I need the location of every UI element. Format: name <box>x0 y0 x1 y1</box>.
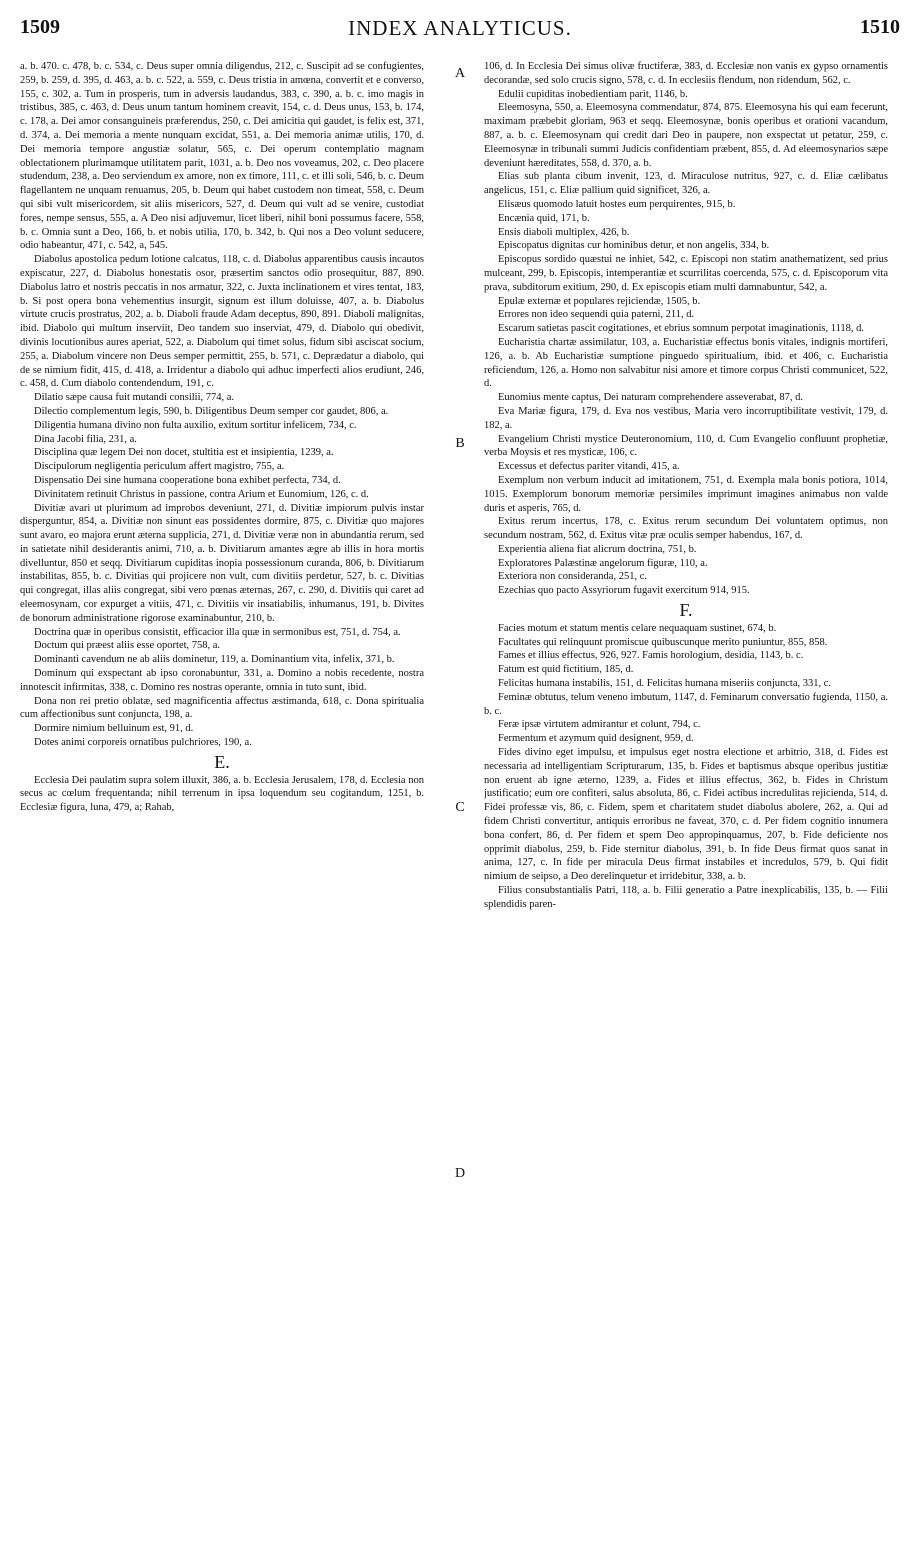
index-entry: Filius consubstantialis Patri, 118, a. b. Filii generatio a Patre inexplicabilis, 135, b. — Filii splendidis paren- <box>484 885 888 910</box>
index-entry: Dormire nimium belluinum est, 91, d. <box>34 723 194 735</box>
index-entry: Epulæ externæ et populares rejiciendæ, 1505, b. <box>498 295 701 307</box>
index-entry: Eleemosyna, 550, a. Eleemosyna commendatur, 874, 875. Eleemosyna his qui eam fecerunt, maximam præbebit gloriam, 963 et seqq. Eleemosynæ, bonis operibus et orationi vacandum, 887, a. b. c. Eleemosynam qui credit dari Deo in paupere, non exspectat ut petatur, 259, c. Eleemosynæ in tribunali summi Judicis confidentiam præbent, 855, d. Ad eleemosynarios sæpe deveniunt hæreditates, 558, d. 370, a. b. <box>484 102 888 169</box>
index-entry: Dotes animi corporeis ornatibus pulchriores, 190, a. <box>34 737 252 749</box>
section-letter: E. <box>214 751 230 772</box>
index-entry: Feminæ obtutus, telum veneno imbutum, 1147, d. Feminarum conversatio fugienda, 1150, a. b. c. <box>484 691 888 717</box>
index-entry: 106, d. In Ecclesia Dei simus olivæ fructiferæ, 383, d. Ecclesiæ non vanis ex gypso ornamentis decorandæ, sed solo crucis signo, 578, c. d. In ecclesiis flendum, non ridendum, 562, c. <box>484 61 888 86</box>
index-entry: Dilectio complementum legis, 590, b. Diligentibus Deum semper cor gaudet, 806, a. <box>34 405 389 417</box>
index-entry: Felicitas humana instabilis, 151, d. Felicitas humana miseriis conjuncta, 331, c. <box>498 678 832 690</box>
index-entry: Ecclesia Dei paulatim supra solem illuxit, 386, a. b. Ecclesia Jerusalem, 178, d. Ecclesia non secus ac cœlum frequentanda; nihil terrenum in ipsa loquendum seu cogitandum, 1251, b. Ecclesiæ figura, luna, 479, a; Rahab, <box>20 774 424 814</box>
index-entry: Dona non rei pretio oblatæ, sed magnificentia affectus æstimanda, 618, c. Dona spiritualia cum affectionibus sunt conjuncta, 198, a. <box>20 695 424 721</box>
index-entry: Discipulorum negligentia periculum affert magistro, 755, a. <box>34 461 285 473</box>
index-entry: Dispensatio Dei sine humana cooperatione bona exhibet perfecta, 734, d. <box>34 474 341 486</box>
index-entry: Evangelium Christi mystice Deuteronomium, 110, d. Cum Evangelio confluunt prophetiæ, verba Moysis et res mysticæ, 106, c. <box>484 433 888 459</box>
index-entry: Doctrina quæ in operibus consistit, efficacior illa quæ in sermonibus est, 751, d. 754, a. <box>34 626 401 638</box>
index-entry: Diabolus apostolica pedum lotione calcatus, 118, c. d. Diabolus apparentibus causis incautos expiscatur, 227, d. Diabolus honestatis osor, præsertim sanctos odio prosequitur, 887, 890. Diabolus latro et nostris peccatis in nos armatur, 322, c. Juxta inclinationem et vires tentat, 183, b. Si post opera bona vehementius insurgit, signum est illum doluisse, 407, a. b. Diabolus virtute crucis prostratus, 202, a. b. Diaboli fraude Adam deceptus, 890, 891. Diaboli malignitas, ibid. Diabolo qui multum inserviit, Deo tandem suo inserviat, 479, d. Diabolo qui obedivit, divinis locutionibus aures aperiat, 522, a. Diabolum qui timet solus, fidum sibi asciscat socium, 255, a. Diabolum vincere non Deus semper permittit, 255, b. 571, c. Deprædatur a diabolo, qui de se nimium fidit, 415, d. 418, a. Irridentur a diabolo qui adhuc imperfecti alios erudiunt, 246, c. 458, d. Cum diabolo contendendum, 191, c. <box>20 254 424 390</box>
index-entry: Elisæus quomodo latuit hostes eum perquirentes, 915, b. <box>498 198 736 210</box>
margin-letter-b: B <box>455 436 465 451</box>
index-entry: Dilatio sæpe causa fuit mutandi consilii, 774, a. <box>34 392 235 404</box>
index-entry: Exploratores Palæstinæ angelorum figuræ, 110, a. <box>498 557 708 569</box>
index-entry: Ezechias quo pacto Assyriorum fugavit exercitum 914, 915. <box>498 585 750 597</box>
index-entry: Edulii cupiditas inobedientiam parit, 1146, b. <box>498 88 688 100</box>
index-entry: Dina Jacobi filia, 231, a. <box>34 433 137 445</box>
margin-letter-d: D <box>454 1166 466 1181</box>
index-entry: Facultates qui relinquunt promiscue quibuscunque merito puniuntur, 855, 858. <box>498 636 828 648</box>
index-entry: Encænia quid, 171, b. <box>498 212 590 224</box>
index-entry: Eva Mariæ figura, 179, d. Eva nos vestibus, Maria vero incorruptibilitate vestivit, 179, d. 182, a. <box>484 405 888 431</box>
index-entry: Episcopus sordido quæstui ne inhiet, 542, c. Episcopi non statim anathematizent, sed prius mulceant, 299, b. Episcopis, intemperantiæ et scurrilitas coercenda, 575, c. d. Episcoporum vita prava, subditorum exitium, 290, d. Ex episcopis etiam multi damnabuntur, 542, a. <box>484 254 888 293</box>
index-entry: Eunomius mente captus, Dei naturam comprehendere asseverabat, 87, d. <box>498 392 803 404</box>
index-entry: Fermentum et azymum quid designent, 959, d. <box>498 733 694 745</box>
margin-letter-a: A <box>454 66 466 81</box>
index-entry: Dominum qui exspectant ab ipso coronabuntur, 331, a. Domino a nobis recedente, nostra innotescit infirmitas, 338, c. Domino res nostras operante, omnia in tuto sunt, ibid. <box>20 668 424 693</box>
right-column <box>484 60 888 1535</box>
index-entry: Episcopatus dignitas cur hominibus detur, et non angelis, 334, b. <box>498 240 770 252</box>
index-entry: Exemplum non verbum inducit ad imitationem, 751, d. Exempla mala bonis potiora, 1014, 1015. Exemplorum bonorum memoriæ persimiles imprimunt imagines animabus non valde duris et asperis, 765, d. <box>484 474 888 514</box>
index-entry: Exitus rerum incertus, 178, c. Exitus rerum secundum Dei voluntatem optimus, non secundum nostram, 562, d. Exitus vitæ præ oculis semper habendus, 167, d. <box>484 516 888 542</box>
index-entry: Doctum qui præest aliis esse oportet, 758, a. <box>34 640 221 652</box>
index-entry: a. b. 470. c. 478, b. c. 534, c. Deus super omnia diligendus, 212, c. Suscipit ad se confugientes, 259, b. 259, d. 395, d. 463, a. b. c. 522, a. 559, c. Deus tristia in amœna, convertit et e converso, 155, c. 302, a. Tum in prosperis, tum in adversis laudandus, 383, c. 390, a. b. c. imo magis in tristibus, 385, c. 463, d. Deus unum tantum hominem creavit, 154, c. d. Deus unus, 153, b. 174, c. 178, a. Dei amor consanguineis præferendus, 250, c. Dei amicitia qui gaudet, is felix est, 371, d. 374, a. Dei memoria a mente nunquam excidat, 551, a. Dei memoria animæ utilis, 170, d. Dei memoria tempore angustiæ solatur, 565, c. Dei operum contemplatio magnam oblectationem plurimamque utilitatem parit, 1031, a. b. Deo nos voveamus, 202, c. Deo placere studendum, 238, a. Deo serviendum ex amore, non ex timore, 111, c. et illi soli, 546, b. c. Deum flagellantem ne unquam renuamus, 205, b. Deum qui habet custodem non timeat, 558, c. Deum qui sibi vult misericordem, sit aliis misericors, 527, d. Deum qui vult ad se venire, custodiat fores, nempe sensus, 555, a. A Deo nisi adjuvemur, licet liberi, nihil boni possumus facere, 558, b. c. Omnia sunt a Deo, 166, b. et nobis utilia, 170, b. 342, b. Qui nos a Deo volunt seducere, odio habeantur, 471, c. 542, a, 545. <box>20 61 424 252</box>
index-entry: Dominanti cavendum ne ab aliis dominetur, 119, a. Dominantium vita, infelix, 371, b. <box>34 654 395 666</box>
index-entry: Ensis diaboli multiplex, 426, b. <box>498 226 630 238</box>
index-entry: Divinitatem retinuit Christus in passione, contra Arium et Eunomium, 126, c. d. <box>34 488 369 500</box>
section-letter: F. <box>679 600 693 621</box>
page-number-right: 1510 <box>860 16 900 38</box>
index-entry: Divitiæ avari ut plurimum ad improbos deveniunt, 271, d. Divitiæ impiorum pulvis instar disperguntur, 854, a. Divitiæ non sinunt eas possidentes dormire, 875, c. Divitiæ quo majores sunt avaro, eo majora erunt æterna supplicia, 271, d. Divitiæ veræ non in abundantia rerum, sed in satietate nihil desiderantis animi, 710, a. b. Divitiarum amantes ægre ab illis in hora mortis divelluntur, 850 et seqq. Divitiarum cupiditas inopia possessionum curanda, 806, b. Divitiarum instabilitas, 855, b. c. Divitias qui projicere non vult, cum divitiis perdetur, 527, b. c. Divitias qui congregat, illas aliis congregat, sibi vero pœnas æternas, 267, c. 290, d. Divitiis qui caret ad eleemosynam, cor expurget a vitiis, 471, c. Divitiis vir insatiabilis, inhumanus, 191, b. Divites de bonorum administratione rigorose examinabuntur, 210, b. <box>20 502 424 624</box>
index-entry: Eucharistia chartæ assimilatur, 103, a. Eucharistiæ effectus bonis vitales, indignis mortiferi, 126, a. b. Ab Eucharistiæ sumptione pinguedo spiritualium, ibid. et 406, c. Eucharistia reficiendum, 126, a. Homo non salvabitur nisi amore et timore corpus Christi communicet, 522, d. <box>484 336 888 390</box>
index-entry: Fames et illius effectus, 926, 927. Famis horologium, desidia, 1143, b. c. <box>498 650 804 662</box>
index-entry: Diligentia humana divino non fulta auxilio, exitum sortitur infelicem, 734, c. <box>34 419 357 431</box>
page-number-left: 1509 <box>20 16 60 38</box>
index-entry: Fatum est quid fictitium, 185, d. <box>498 664 634 676</box>
index-entry: Facies motum et statum mentis celare nequaquam sustinet, 674, b. <box>498 622 777 634</box>
left-column <box>20 60 424 1535</box>
page-header <box>20 16 900 50</box>
index-entry: Elias sub planta cibum invenit, 123, d. Miraculose nutritus, 927, c. d. Eliæ cælibatus angelicus, 151, c. Eliæ pallium quid significet, 326, a. <box>484 171 888 197</box>
margin-letter-c: C <box>455 800 465 815</box>
index-entry: Exteriora non consideranda, 251, c. <box>498 571 647 583</box>
index-entry: Excessus et defectus pariter vitandi, 415, a. <box>498 461 680 473</box>
index-entry: Escarum satietas pascit cogitationes, et ebrius somnum perpotat imaginationis, 1118, d. <box>498 323 865 335</box>
running-title: INDEX ANALYTICUS. <box>348 16 572 40</box>
index-entry: Disciplina quæ legem Dei non docet, stultitia est et insipientia, 1239, a. <box>34 447 334 459</box>
index-entry: Errores non ideo sequendi quia paterni, 211, d. <box>498 309 695 321</box>
index-entry: Experientia aliena fiat alicrum doctrina, 751, b. <box>498 543 697 555</box>
index-entry: Feræ ipsæ virtutem admirantur et colunt, 794, c. <box>498 719 701 731</box>
index-entry: Fides divino eget impulsu, et impulsus eget nostra electione et arbitrio, 318, d. Fides est necessaria ad intelligentiam Scripturarum, 135, b. Fides et baptismus absque operibus justitiæ non eruent ab igne æterno, 1239, a. Fides et illius effectus, 362, b. Fides in Christum justificatio; eum ore confiteri, salus absoluta, 86, c. Fidei actibus incredulitas rejicienda, 514, d. Fidei professæ vis, 86, c. Fidem, spem et charitatem studet diabolus abolere, 262, a. Qui ad fidem Christi convertitur, antiquis erroribus ne faveat, 370, c. d. Per fidem cognitio innumera bona confert, 86, d. Per fidem et spem Deo appropinquamus, 207, b. Fide deficiente nos opprimit diabolus, 259, b. Fide sternitur diabolus, 391, b. In fide Deus firmat quos sanat in anima, 127, c. In fide per miracula Deus firmat instabiles et incredulos, 579, b. Qui fidit nimium de seipso, a Deo derelinquetur et irridebitur, 338, a. b. <box>484 747 888 883</box>
